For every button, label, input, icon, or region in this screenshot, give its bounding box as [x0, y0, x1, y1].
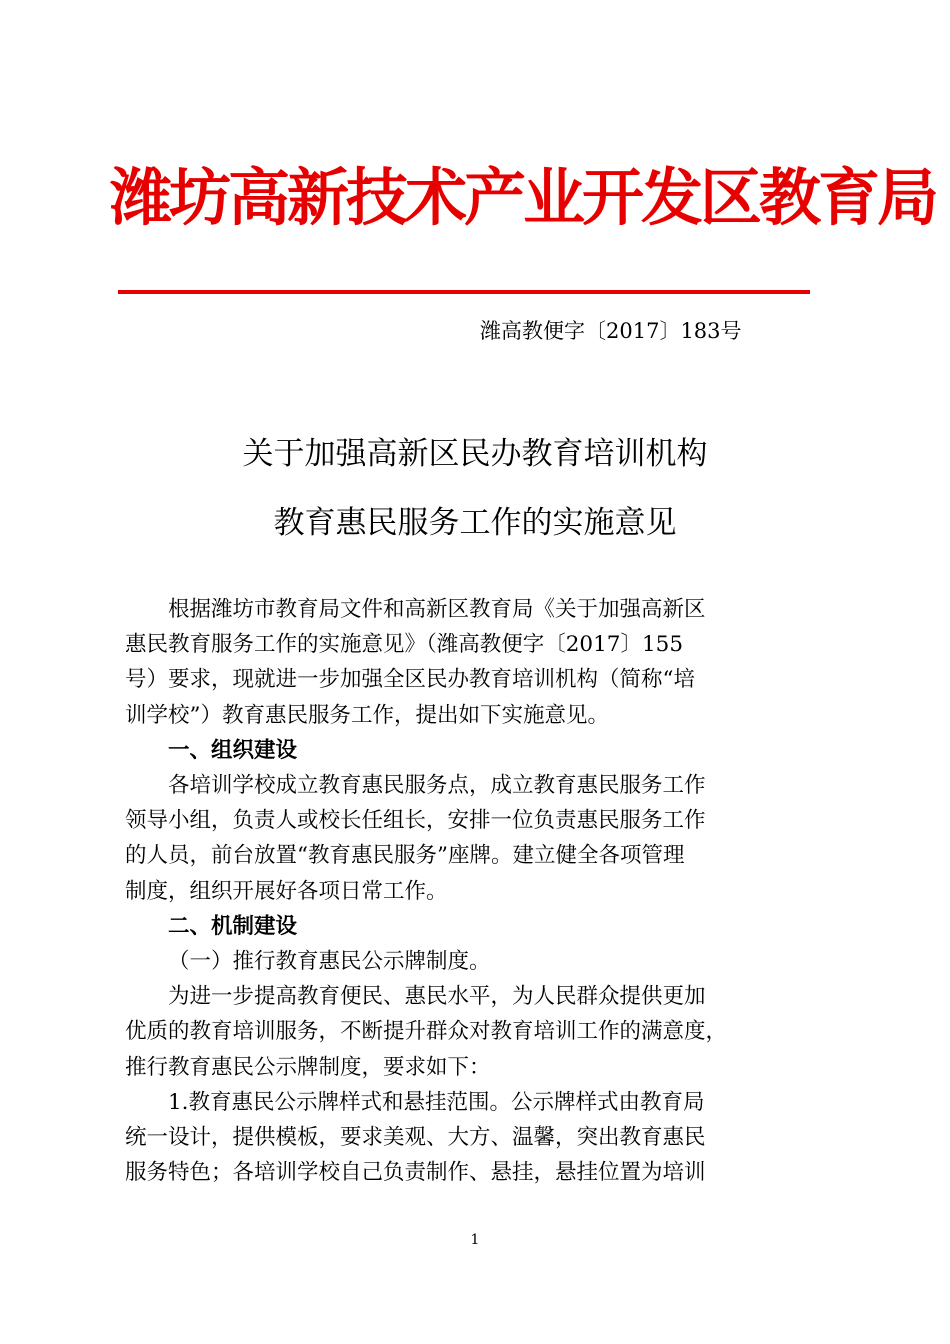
text-line: 统一设计，提供模板，要求美观、大方、温馨，突出教育惠民 [125, 1125, 706, 1151]
agency-masthead: 潍坊高新技术产业开发区教育局 [110, 161, 937, 234]
document-title-line-2: 教育惠民服务工作的实施意见 [273, 505, 677, 541]
text-line: 训学校”）教育惠民服务工作，提出如下实施意见。 [125, 702, 609, 728]
subsection-heading-notice-board: （一）推行教育惠民公示牌制度。 [168, 949, 491, 975]
text-line: 各培训学校成立教育惠民服务点，成立教育惠民服务工作 [168, 773, 706, 799]
text-line: 1.教育惠民公示牌样式和悬挂范围。公示牌样式由教育局 [168, 1089, 705, 1115]
red-divider-line [118, 290, 810, 294]
text-line: 为进一步提高教育便民、惠民水平，为人民群众提供更加 [168, 984, 706, 1010]
text-line: 推行教育惠民公示牌制度，要求如下： [125, 1054, 491, 1080]
text-line: 优质的教育培训服务，不断提升群众对教育培训工作的满意度， [125, 1019, 728, 1045]
document-title-line-1: 关于加强高新区民办教育培训机构 [242, 436, 708, 472]
item1-paragraph [125, 1085, 815, 1191]
section-heading-mechanism: 二、机制建设 [168, 913, 298, 939]
page-number: 1 [470, 1232, 480, 1248]
text-line: 的人员，前台放置“教育惠民服务”座牌。建立健全各项管理 [125, 843, 685, 869]
intro-paragraph [125, 592, 815, 733]
section2-paragraph [125, 979, 815, 1085]
document-number: 潍高教便字〔2017〕183号 [480, 319, 742, 343]
text-line: 服务特色；各培训学校自己负责制作、悬挂，悬挂位置为培训 [125, 1160, 706, 1186]
section-heading-organization: 一、组织建设 [168, 737, 298, 763]
document-body [125, 592, 815, 1190]
text-line: 制度，组织开展好各项日常工作。 [125, 878, 448, 904]
text-line: 根据潍坊市教育局文件和高新区教育局《关于加强高新区 [168, 597, 706, 622]
text-line: 号）要求，现就进一步加强全区民办教育培训机构（简称“培 [125, 667, 695, 693]
text-line: 领导小组，负责人或校长任组长，安排一位负责惠民服务工作 [125, 808, 706, 834]
text-line: 惠民教育服务工作的实施意见》（潍高教便字〔2017〕155 [125, 632, 684, 658]
section1-paragraph [125, 768, 815, 909]
